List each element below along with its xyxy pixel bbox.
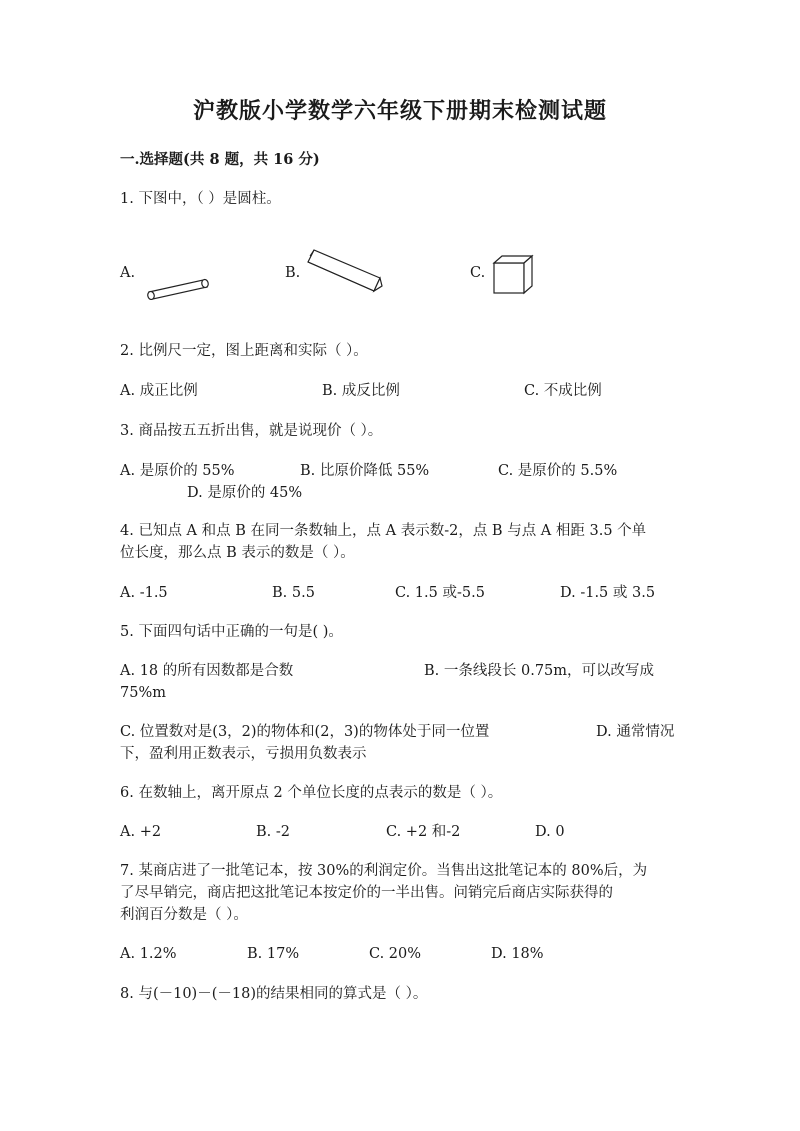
question-7-option-c: C. 20% [369, 946, 422, 962]
question-5-option-b-continued: 75%m [120, 685, 166, 701]
question-7-stem-line-1: 7. 某商店进了一批笔记本，按 30%的利润定价。当售出这批笔记本的 80%后，为 [120, 863, 648, 879]
question-1-option-b: B. [285, 265, 301, 281]
question-3-option-b: B. 比原价降低 55% [300, 463, 430, 479]
question-6-option-c: C. +2 和-2 [386, 824, 461, 840]
question-7-option-a: A. 1.2% [120, 946, 177, 962]
question-2-option-b: B. 成反比例 [322, 383, 400, 399]
question-5-option-c: C. 位置数对是(3，2)的物体和(2，3)的物体处于同一位置 [120, 724, 490, 740]
question-7-option-b: B. 17% [247, 946, 300, 962]
question-4-option-c: C. 1.5 或-5.5 [395, 585, 485, 601]
cylinder-icon [142, 270, 212, 300]
question-6-option-d: D. 0 [535, 824, 565, 840]
question-4-option-b: B. 5.5 [272, 585, 315, 601]
question-7-option-d: D. 18% [491, 946, 544, 962]
question-7-stem-line-3: 利润百分数是（ ）。 [120, 907, 248, 923]
question-5-option-b: B. 一条线段长 0.75m，可以改写成 [424, 663, 655, 679]
question-2-option-c: C. 不成比例 [524, 383, 602, 399]
question-6-option-b: B. -2 [256, 824, 290, 840]
question-1-option-a: A. [120, 265, 136, 281]
question-4-stem-line-2: 位长度，那么点 B 表示的数是（ ）。 [120, 545, 355, 561]
question-4-stem-line-1: 4. 已知点 A 和点 B 在同一条数轴上，点 A 表示数-2，点 B 与点 A 相距 3.5 个单 [120, 523, 647, 539]
page-title: 沪教版小学数学六年级下册期末检测试题 [192, 98, 607, 124]
question-2-option-a: A. 成正比例 [120, 383, 198, 399]
question-1-stem: 1. 下图中，（ ）是圆柱。 [120, 191, 281, 207]
question-6-stem: 6. 在数轴上，离开原点 2 个单位长度的点表示的数是（ ）。 [120, 785, 503, 801]
question-1-option-c: C. [470, 265, 486, 281]
question-4-option-a: A. -1.5 [120, 585, 168, 601]
section-heading: 一.选择题(共 8 题，共 16 分) [120, 151, 320, 168]
question-3-option-c: C. 是原价的 5.5% [498, 463, 618, 479]
question-8-stem: 8. 与(－10)－(－18)的结果相同的算式是（ ）。 [120, 986, 428, 1002]
question-7-stem-line-2: 了尽早销完，商店把这批笔记本按定价的一半出售。问销完后商店实际获得的 [120, 885, 613, 901]
question-4-option-d: D. -1.5 或 3.5 [560, 585, 656, 601]
question-3-option-d: D. 是原价的 45% [187, 485, 303, 501]
question-6-option-a: A. +2 [120, 824, 162, 840]
triangular-prism-icon [302, 246, 384, 294]
question-2-stem: 2. 比例尺一定，图上距离和实际（ ）。 [120, 343, 368, 359]
question-5-option-d: D. 通常情况 [596, 724, 675, 740]
question-3-option-a: A. 是原价的 55% [120, 463, 235, 479]
question-5-option-d-continued: 下，盈利用正数表示，亏损用负数表示 [120, 746, 367, 762]
question-5-stem: 5. 下面四句话中正确的一句是( )。 [120, 624, 343, 640]
question-3-stem: 3. 商品按五五折出售，就是说现价（ ）。 [120, 423, 383, 439]
cube-icon [492, 253, 534, 297]
question-5-option-a: A. 18 的所有因数都是合数 [120, 663, 294, 679]
